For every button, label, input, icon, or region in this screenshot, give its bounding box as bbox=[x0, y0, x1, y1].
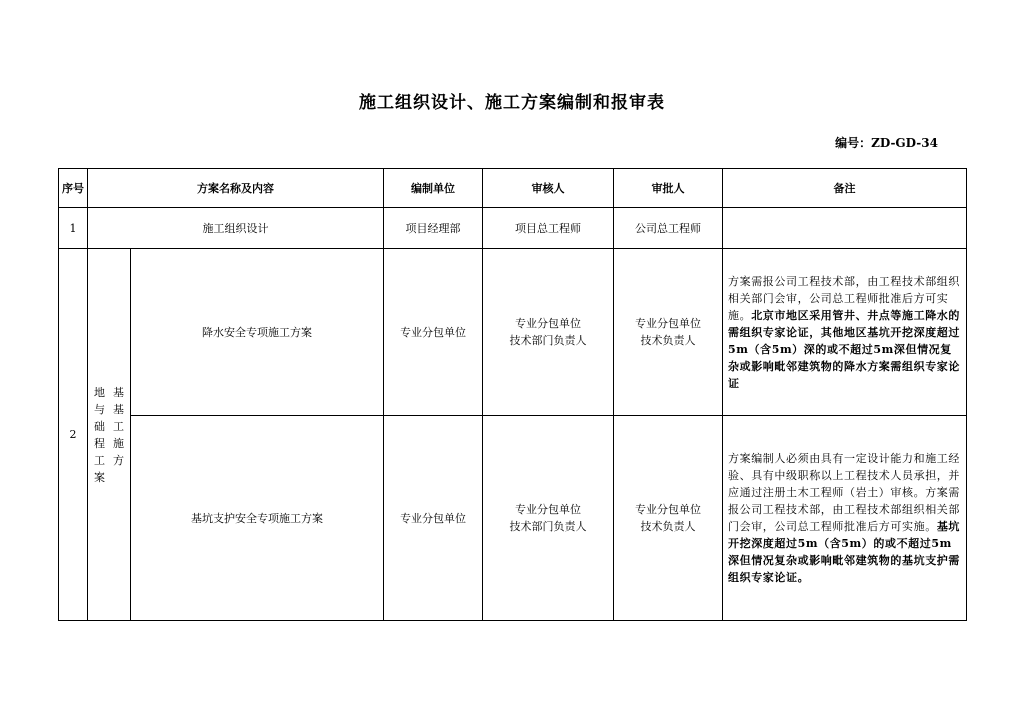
header-seq: 序号 bbox=[59, 169, 88, 208]
row-reviewer: 项目总工程师 bbox=[483, 208, 614, 249]
table-row bbox=[59, 208, 967, 249]
reviewer-line2: 技术部门负责人 bbox=[509, 334, 587, 347]
reviewer-line1: 专业分包单位 bbox=[515, 503, 581, 516]
row-compile-unit: 专业分包单位 bbox=[384, 249, 483, 416]
row-compile-unit: 项目经理部 bbox=[384, 208, 483, 249]
header-name: 方案名称及内容 bbox=[88, 169, 384, 208]
category-col2: 地与础程工案 bbox=[94, 385, 105, 484]
header-remark: 备注 bbox=[723, 169, 967, 208]
row-approver bbox=[614, 416, 723, 621]
row-seq: 2 bbox=[59, 249, 88, 621]
approver-line1: 专业分包单位 bbox=[635, 317, 701, 330]
document-number: 编号：ZD-GD-34 bbox=[835, 136, 938, 150]
category-col1: 基基工施方 bbox=[113, 385, 124, 467]
header-reviewer: 审核人 bbox=[483, 169, 614, 208]
row-remark bbox=[723, 416, 967, 621]
remark-normal: 方案编制人必须由具有一定设计能力和施工经验、具有中级职称以上工程技术人员承担，并应通过注册土木工程师（岩土）审核。方案需报公司工程技术部，由工程技术部组织相关部门会审，公司总工程师批准后方可实施。 bbox=[728, 452, 960, 533]
reviewer-line2: 技术部门负责人 bbox=[509, 520, 587, 533]
approver-line2: 技术负责人 bbox=[640, 334, 696, 347]
page-title: 施工组织设计、施工方案编制和报审表 bbox=[359, 93, 665, 113]
header-approver: 审批人 bbox=[614, 169, 723, 208]
header-compile-unit: 编制单位 bbox=[384, 169, 483, 208]
row-seq: 1 bbox=[59, 208, 88, 249]
row-remark bbox=[723, 249, 967, 416]
approver-line1: 专业分包单位 bbox=[635, 503, 701, 516]
row-approver bbox=[614, 249, 723, 416]
row-name: 施工组织设计 bbox=[88, 208, 384, 249]
reviewer-line1: 专业分包单位 bbox=[515, 317, 581, 330]
row-compile-unit: 专业分包单位 bbox=[384, 416, 483, 621]
row-name: 降水安全专项施工方案 bbox=[131, 249, 384, 416]
approver-line2: 技术负责人 bbox=[640, 520, 696, 533]
table-header-row bbox=[59, 169, 967, 208]
table-row bbox=[59, 249, 967, 416]
remark-bold: 基坑开挖深度超过5m（含5m）的或不超过5m深但情况复杂或影响毗邻建筑物的基坑支护需组织专家论证。 bbox=[728, 520, 961, 584]
remark-normal: 方案需报公司工程技术部，由工程技术部组织相关部门会审，公司总工程师批准后方可实施。 bbox=[728, 274, 960, 322]
row-remark bbox=[723, 208, 967, 249]
row-reviewer bbox=[483, 416, 614, 621]
review-table bbox=[58, 168, 967, 621]
table-row bbox=[59, 416, 967, 621]
row-name: 基坑支护安全专项施工方案 bbox=[131, 416, 384, 621]
row-reviewer bbox=[483, 249, 614, 416]
category-cell bbox=[88, 249, 131, 621]
row-approver: 公司总工程师 bbox=[614, 208, 723, 249]
remark-bold: 北京市地区采用管井、井点等施工降水的需组织专家论证，其他地区基坑开挖深度超过5m（含5m）深的或不超过5m深但情况复杂或影响毗邻建筑物的降水方案需组织专家论证 bbox=[728, 308, 961, 390]
